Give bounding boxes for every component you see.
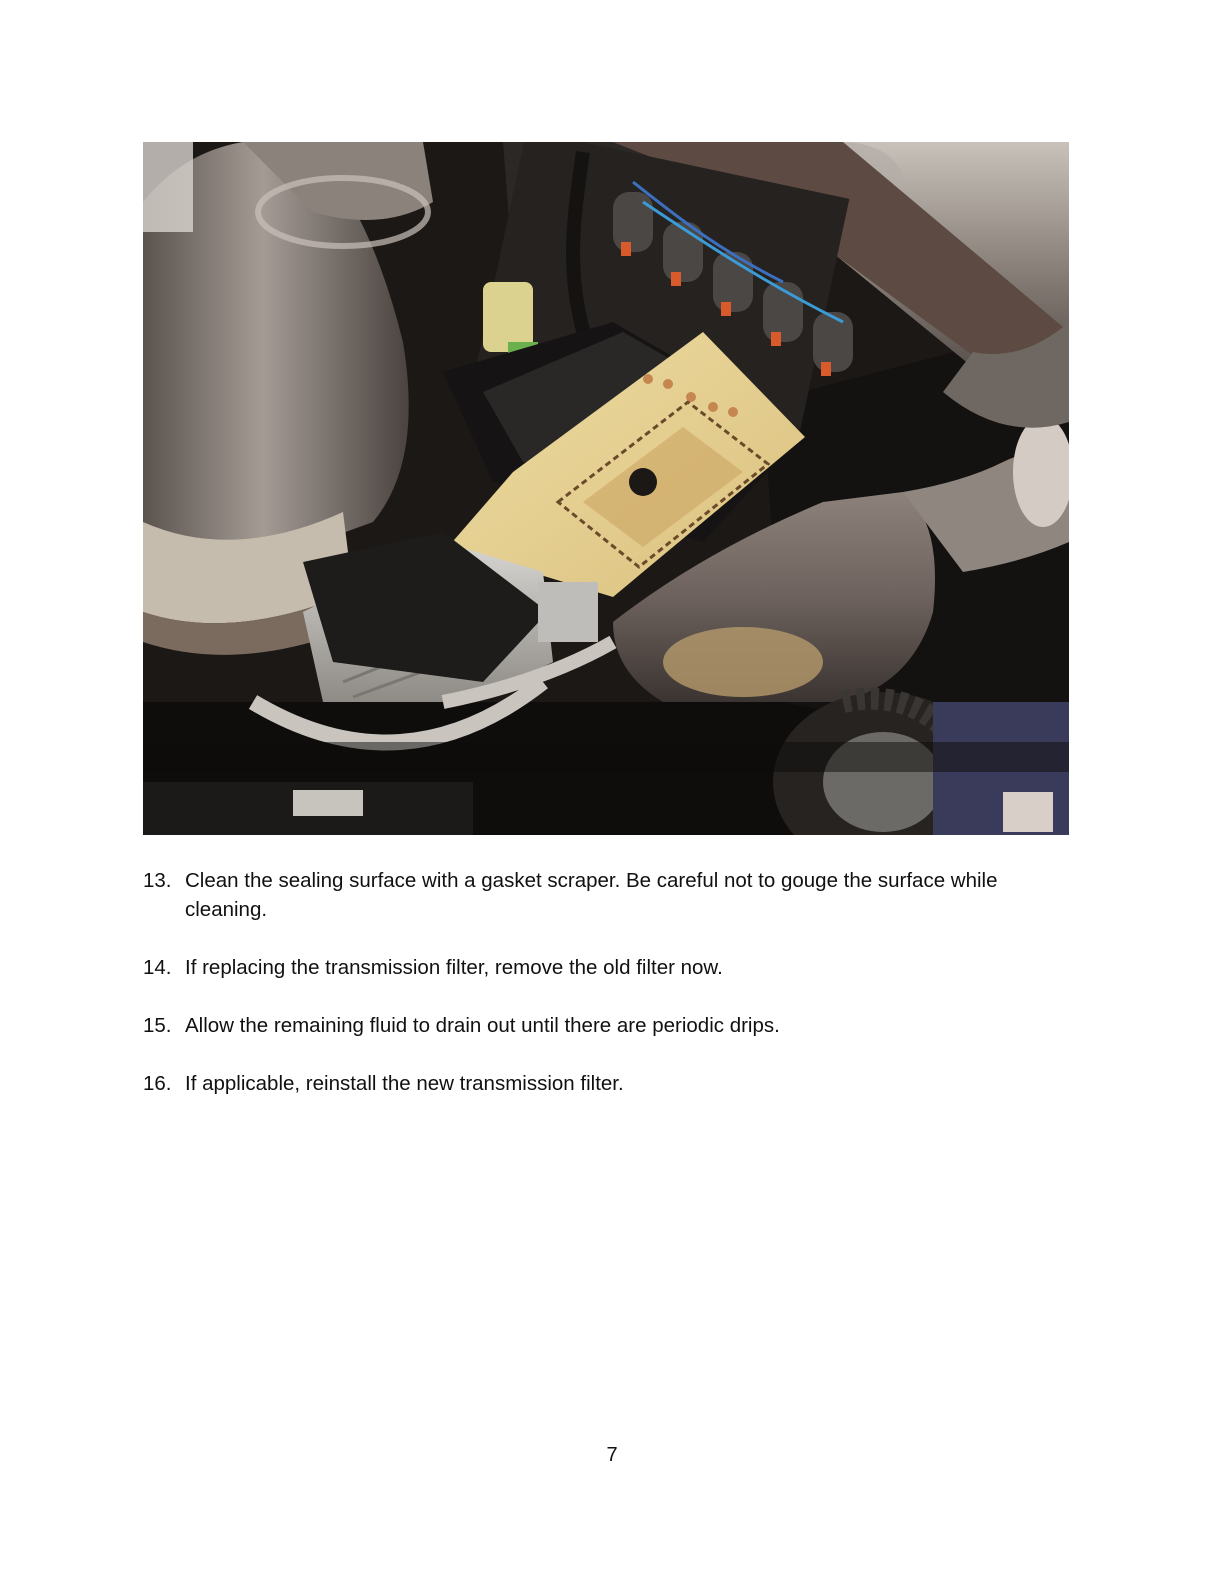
photo-illustration: [143, 142, 1069, 835]
step-number: 14.: [143, 956, 172, 979]
step-number: 15.: [143, 1014, 172, 1037]
step-text: Clean the sealing surface with a gasket scraper. Be careful not to gouge the surface while cleaning.: [185, 869, 998, 921]
procedure-steps: [143, 866, 1073, 1127]
step-number: 16.: [143, 1072, 172, 1095]
page-number: 7: [606, 1444, 618, 1466]
step-text: If applicable, reinstall the new transmission filter.: [185, 1072, 624, 1095]
step-text: Allow the remaining fluid to drain out until there are periodic drips.: [185, 1014, 780, 1037]
list-item: [143, 1011, 1073, 1040]
step-text: If replacing the transmission filter, remove the old filter now.: [185, 956, 723, 979]
list-item: [143, 1069, 1073, 1098]
list-item: [143, 866, 1073, 924]
step-number: 13.: [143, 869, 172, 892]
list-item: [143, 953, 1073, 982]
vehicle-underside-photo: [143, 142, 1069, 835]
